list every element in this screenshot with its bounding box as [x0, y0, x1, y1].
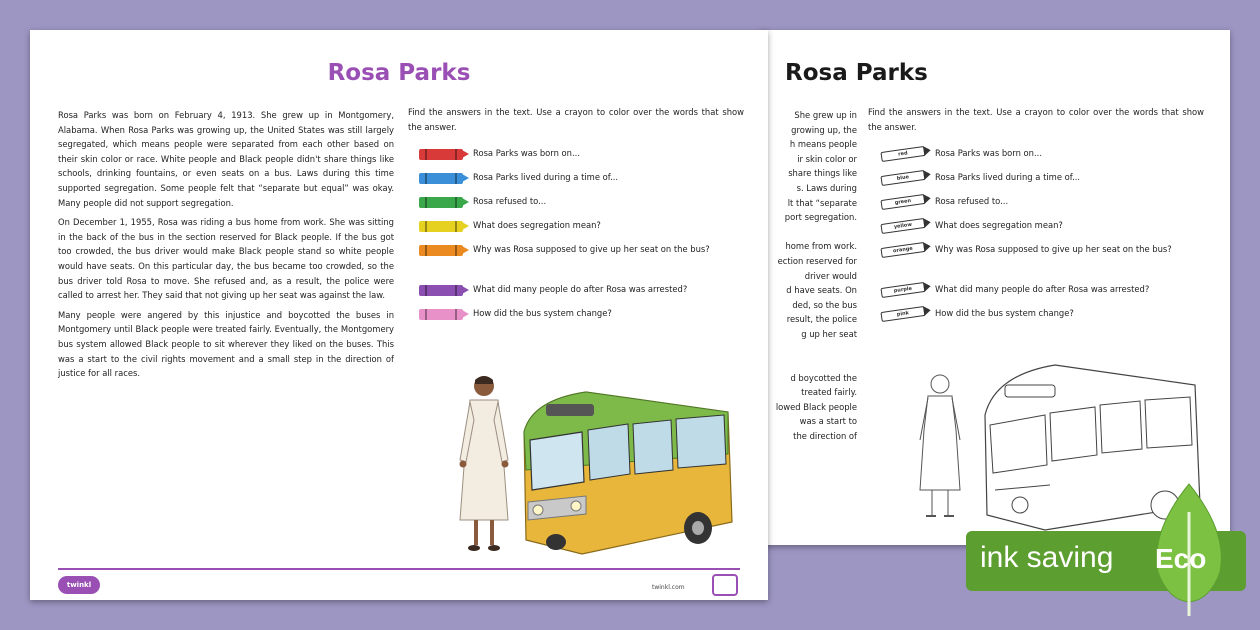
- passage-fragment: lowed Black people: [775, 401, 857, 412]
- question-item: [413, 282, 758, 306]
- passage-fragment: share things like: [788, 168, 857, 179]
- passage-fragment: g up her seat: [801, 328, 857, 339]
- question-item: [413, 242, 758, 282]
- ink-saving-label: ink saving: [980, 541, 1114, 574]
- question-item: [413, 194, 758, 218]
- pink-crayon-icon: [413, 308, 469, 321]
- rosa-parks-outline-illustration: [910, 370, 970, 525]
- question-text: Rosa Parks lived during a time of...: [473, 172, 619, 182]
- passage-fragment: d have seats. On: [786, 285, 857, 296]
- passage-fragment: [772, 356, 857, 371]
- passage-fragment: ection reserved for: [777, 255, 857, 266]
- question-text: Why was Rosa supposed to give up her seat on the bus?: [935, 244, 1172, 254]
- passage-fragment: driver would: [804, 270, 857, 281]
- passage-fragment: s. Laws during: [796, 182, 857, 193]
- question-text: What does segregation mean?: [473, 220, 601, 230]
- crayon-outline-icon: blue: [874, 168, 931, 189]
- passage-fragment: d boycotted the: [790, 372, 857, 383]
- footer-divider: [58, 568, 740, 570]
- question-item: [875, 306, 1220, 330]
- question-text: Rosa refused to...: [935, 196, 1009, 206]
- question-item: [875, 282, 1220, 306]
- question-item: [413, 170, 758, 194]
- passage-fragment: She grew up in: [794, 110, 857, 120]
- question-text: What did many people do after Rosa was arrested?: [935, 284, 1150, 294]
- twinkl-logo: twinkl: [58, 576, 100, 594]
- instructions: Find the answers in the text. Use a crayon to color over the words that show the answer.: [408, 107, 744, 132]
- question-item: [875, 218, 1220, 242]
- question-item: [413, 306, 758, 330]
- question-text: Rosa Parks was born on...: [935, 148, 1042, 158]
- passage-fragment: treated fairly.: [801, 387, 857, 398]
- yellow-crayon-icon: [413, 220, 469, 233]
- question-text: How did the bus system change?: [473, 308, 612, 318]
- crayon-outline-icon: green: [874, 192, 931, 213]
- question-item: [413, 218, 758, 242]
- passage-fragment: [772, 342, 857, 357]
- footer-url: twinkl.com: [652, 584, 685, 591]
- question-text: What does segregation mean?: [935, 220, 1063, 230]
- crayon-outline-icon: red: [874, 144, 931, 165]
- passage-paragraph: Many people were angered by this injustice and boycotted the buses in Montgomery until Black people were treated fairly. Eventually, the Montgomery bus system allowed Black people to sit wherever they liked on the buses. This was a start to the civil rights movement and a small step in the direction of justice for all races.: [58, 309, 394, 379]
- passage-paragraph: Rosa Parks was born on February 4, 1913. She grew up in Montgomery, Alabama. When Rosa Parks was growing up, the United States was still largely segregated, which means people were separated from each other based on their skin color or race. White people and Black people didn't share things like schools, drinking fountains, or even seats on a bus. Laws during this time supported segregation. Some people felt that “separate but equal” was okay. Many people did not support segregation.: [58, 110, 394, 208]
- purple-crayon-icon: [413, 284, 469, 297]
- question-item: [875, 194, 1220, 218]
- question-text: Rosa Parks lived during a time of...: [935, 172, 1081, 182]
- color-worksheet: [30, 30, 768, 600]
- passage-paragraph: On December 1, 1955, Rosa was riding a bus home from work. She was sitting in the back of the bus in the section reserved for Black people. If the bus got too crowded, the bus driver would make Black people stand so white people would have seats. On this particular day, the bus became too crowded, so the bus driver told Rosa to move. She refused and, as a result, the police were called to arrest her. They said that not giving up her seat was against the law.: [58, 217, 394, 301]
- question-text: Why was Rosa supposed to give up her seat on the bus?: [473, 244, 710, 254]
- passage-fragment: ir skin color or: [797, 153, 857, 164]
- question-text: Rosa Parks was born on...: [473, 148, 580, 158]
- passage-fragment: was a start to: [799, 416, 857, 427]
- footer-badge-icon: [712, 574, 738, 596]
- question-item: [875, 242, 1220, 282]
- green-crayon-icon: [413, 196, 469, 209]
- question-item: [875, 170, 1220, 194]
- ink-saving-instructions: Find the answers in the text. Use a crayon to color over the words that show the answer.: [868, 107, 1204, 132]
- blue-crayon-icon: [413, 172, 469, 185]
- ink-saving-title: Rosa Parks: [785, 60, 928, 86]
- orange-crayon-icon: [413, 244, 469, 257]
- passage-fragment: ded, so the bus: [792, 299, 857, 310]
- question-text: How did the bus system change?: [935, 308, 1074, 318]
- crayon-outline-icon: yellow: [874, 216, 931, 237]
- question-list: [413, 146, 758, 330]
- crayon-outline-icon: purple: [874, 280, 931, 301]
- crayon-outline-icon: orange: [874, 240, 931, 261]
- question-text: Rosa refused to...: [473, 196, 547, 206]
- ink-saving-worksheet-preview: [760, 30, 1230, 545]
- red-crayon-icon: [413, 148, 469, 161]
- question-text: What did many people do after Rosa was arrested?: [473, 284, 688, 294]
- question-item: [413, 146, 758, 170]
- passage-fragment: [772, 225, 857, 240]
- ink-saving-passage: [772, 108, 857, 444]
- bus-illustration: [516, 382, 736, 562]
- passage-fragment: the direction of: [793, 431, 857, 442]
- worksheet-title: Rosa Parks: [327, 60, 471, 86]
- reading-passage: [58, 108, 394, 386]
- question-item: [875, 146, 1220, 170]
- passage-fragment: h means people: [789, 139, 857, 150]
- passage-fragment: result, the police: [786, 314, 857, 325]
- rosa-parks-illustration: [454, 370, 514, 560]
- passage-fragment: growing up, the: [791, 124, 857, 135]
- passage-fragment: lt that “separate: [787, 197, 857, 208]
- eco-label: Eco: [1155, 543, 1207, 574]
- passage-fragment: home from work.: [785, 241, 857, 252]
- passage-fragment: port segregation.: [784, 212, 857, 223]
- crayon-outline-icon: pink: [874, 304, 931, 325]
- ink-saving-question-list: [875, 146, 1220, 330]
